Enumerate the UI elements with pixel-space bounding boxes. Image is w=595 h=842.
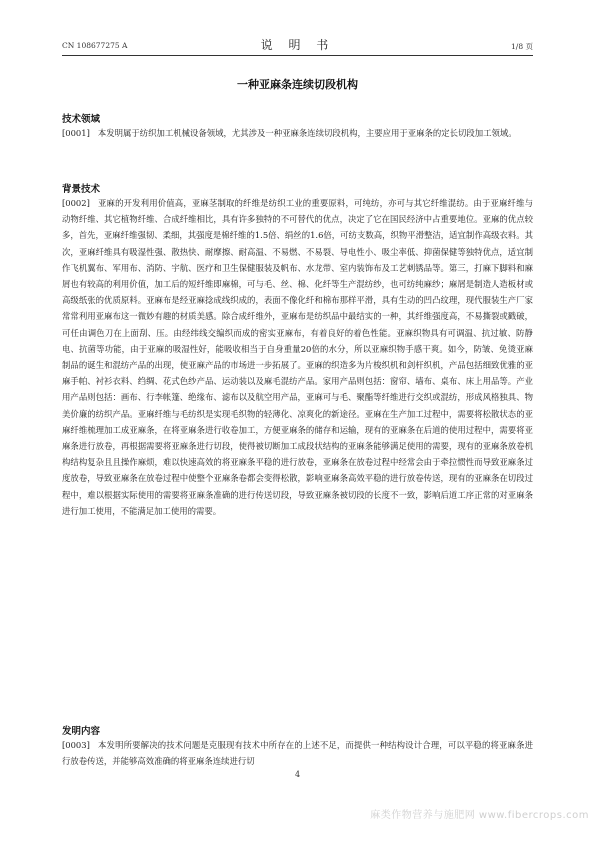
patent-number: CN 108677275 A [62, 41, 128, 50]
document-title: 一种亚麻条连续切段机构 [237, 78, 358, 91]
paragraph-number: [0003] [62, 740, 90, 750]
paragraph-text: 亚麻的开发利用价值高，亚麻茎制取的纤维是纺织工业的重要原料，可纯纺，亦可与其它纤维混纺。由于亚麻纤维与动物纤维、其它植物纤维、合成纤维相比，具有许多独特的不可替代的优点，决定了它在国民经济中占重要地位。亚麻的优点较多，首先，亚麻纤维强韧、柔细，其强度是棉纤维的1.5倍、绢丝的1.6倍，可纺支数高，织物平滑整洁，适宜制作高级衣料。其次，亚麻纤维具有吸湿性强、散热快、耐摩擦、耐高温、不易燃、不易裂、导电性小、吸尘率低、抑菌保健等独特优点，适宜制作飞机翼布、军用布、消防、宇航、医疗和卫生保健服装及帆布、水龙带、室内装饰布及工艺刺锈品等。第三，打麻下脚料和麻屑也有较高的利用价值，加工后的短纤维即麻棉，可与毛、丝、棉、化纤等生产混纺纱，也可纺纯麻纱；麻屑是制造人造板材或高级纸张的优质原料。亚麻布是经亚麻捻成线织成的，表面不像化纤和棉布那样平滑，具有生动的凹凸纹理，现代服装生产厂家常常利用亚麻布这一微妙有趣的材质美感。除合成纤维外，亚麻布是纺织品中最结实的一种，其纤维强度高，不易撕裂或戳破，可任由调色刀在上面刮、压。由经纬线交编织而成的密实亚麻布，有着良好的着色性能。亚麻织物具有可调温、抗过敏、防静电、抗菌等功能，由于亚麻的吸湿性好，能吸收相当于自身重量20倍的水分，所以亚麻织物手感干爽。如今，防皱、免烫亚麻制品的诞生和混纺产品的出现，使亚麻产品的市场进一步拓展了。亚麻的织造多为片梭织机和剑杆织机，产品包括细致优雅的亚麻手帕、衬衫衣料、绉绸、花式色纱产品、运动装以及麻毛混纺产品。家用产品则包括：窗帘、墙布、桌布、床上用品等。产业用产品则包括：画布、行李帐篷、绝缘布、滤布以及航空用产品，亚麻可与毛、聚酯等纤维进行交织或混纺，形成风格独具、物美价廉的纺织产品。亚麻纤维与毛纺织是实现毛织物的轻薄化、凉爽化的新途径。亚麻在生产加工过程中，需要将松散状态的亚麻纤维梳理加工成亚麻条，在将亚麻条进行收卷加工，方便亚麻条的储存和运输，现有的亚麻条在后道的使用过程中，需要将亚麻条进行放卷，再根据需要将亚麻条进行切段，使得被切断加工成段状结构的亚麻条能够满足使用的需要，现有的亚麻条放卷机构结构复杂且且操作麻烦，难以快速高效的将亚麻条平稳的进行放卷，亚麻条在放卷过程中经常会由于牵拉惯性而导致亚麻条过度放卷，导致亚麻条在放卷过程中使整个亚麻条卷都会变得松散，影响亚麻条高效平稳的进行放卷传送，现有的亚麻条在切段过程中，难以根据实际使用的需要将亚麻条准确的进行传送切段，导致亚麻条被切段的长度不一致，影响后道工序正常的对亚麻条进行加工使用，不能满足加工使用的需要。 [62, 198, 533, 516]
paragraph-0003 [62, 737, 533, 769]
page-count-label: 1/8 页 [511, 42, 533, 51]
page-number: 4 [294, 770, 301, 779]
document-type: 说 明 书 [260, 38, 335, 52]
paragraph-text: 本发明属于纺织加工机械设备领域，尤其涉及一种亚麻条连续切段机构，主要应用于亚麻条的定长切段加工领域。 [97, 128, 517, 138]
paragraph-0002 [62, 195, 533, 519]
header-rule [62, 55, 533, 56]
section-heading-technical-field: 技术领域 [62, 114, 101, 125]
section-heading-summary: 发明内容 [62, 726, 101, 737]
paragraph-number: [0002] [62, 198, 90, 208]
section-heading-background: 背景技术 [62, 184, 101, 195]
paragraph-number: [0001] [62, 128, 90, 138]
paragraph-text: 本发明所要解决的技术问题是克服现有技术中所存在的上述不足，而提供一种结构设计合理，可以平稳的将亚麻条进行放卷传送，并能够高效准确的将亚麻条连续进行切 [62, 740, 533, 767]
paragraph-0001 [62, 125, 533, 141]
site-watermark: 麻类作物营养与施肥网 www.fibercrops.com [370, 810, 589, 821]
page-header [62, 36, 533, 52]
